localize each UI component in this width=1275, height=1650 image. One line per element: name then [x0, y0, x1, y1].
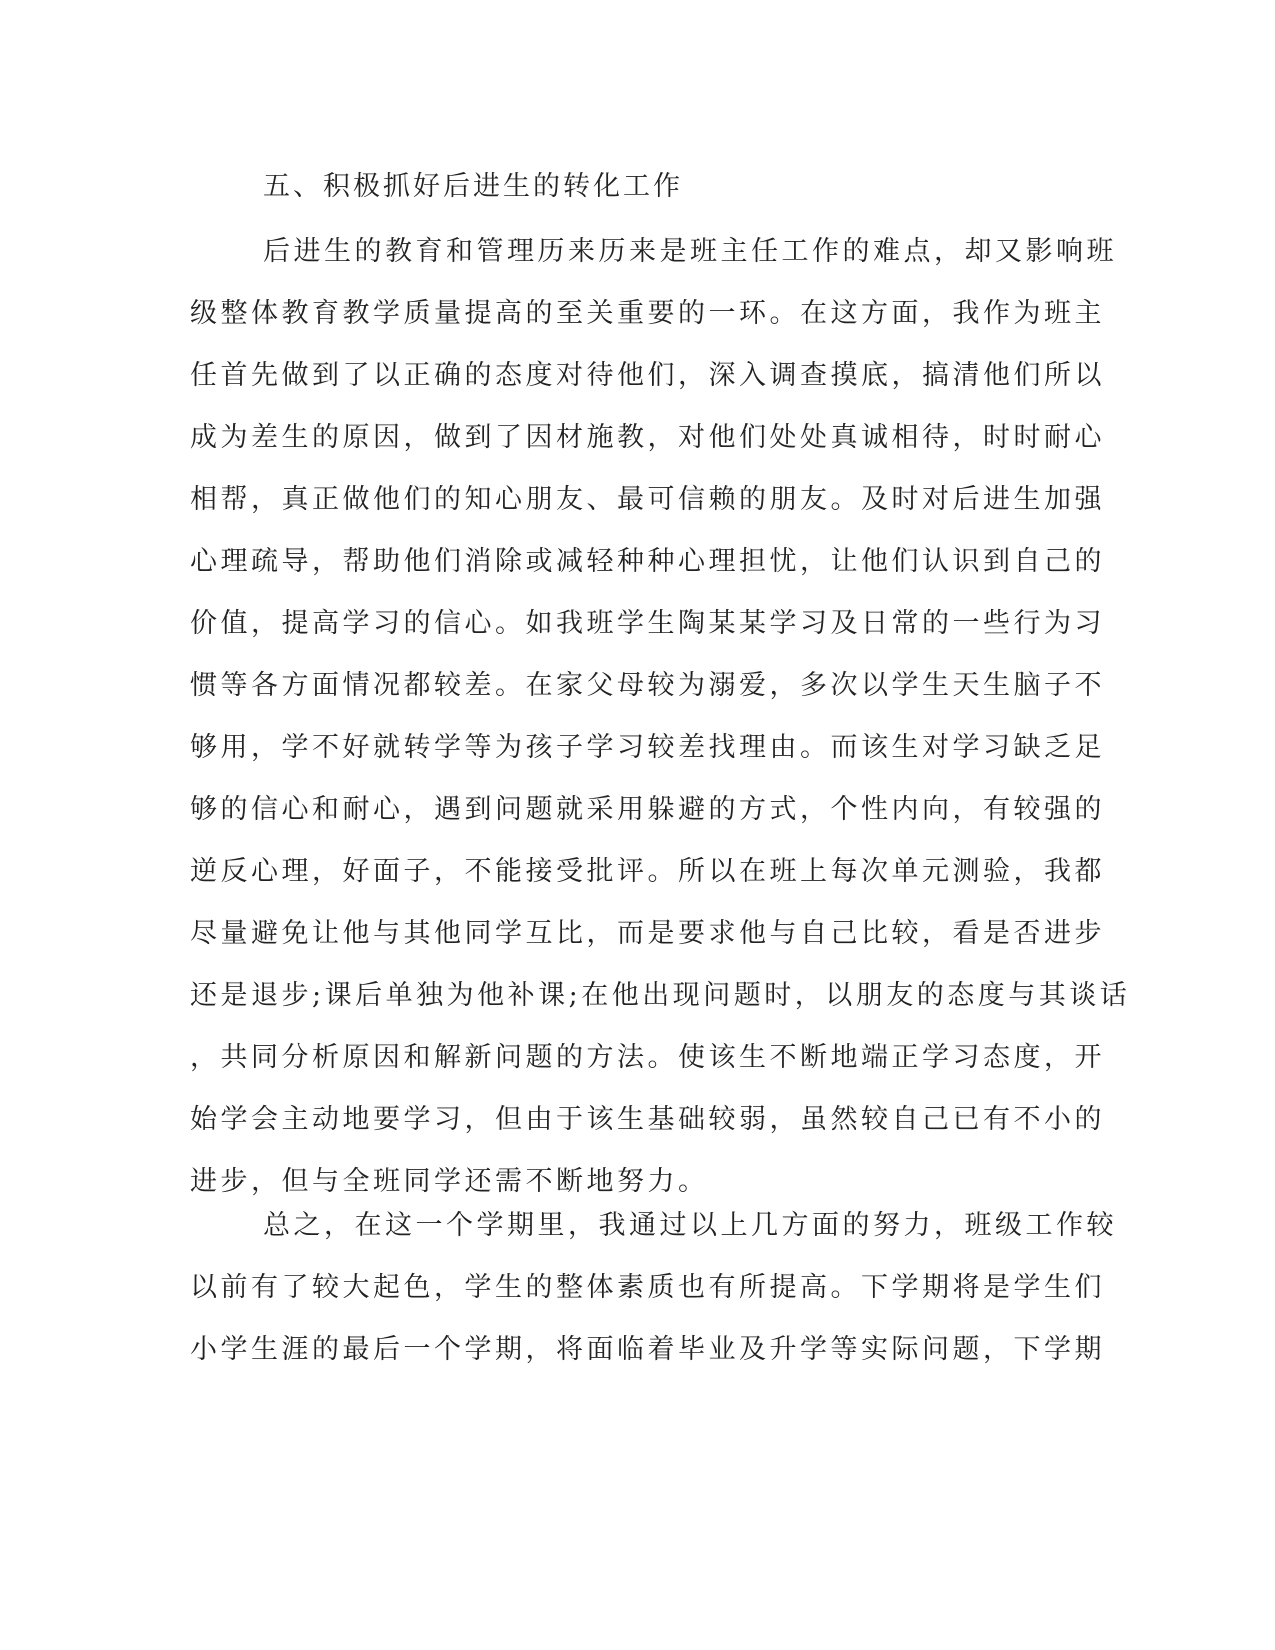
paragraph-line: ，共同分析原因和解新问题的方法。使该生不断地端正学习态度，开: [190, 1042, 1105, 1073]
paragraph-line: 惯等各方面情况都较差。在家父母较为溺爱，多次以学生天生脑子不: [190, 670, 1105, 701]
paragraph-line: 尽量避免让他与其他同学互比，而是要求他与自己比较，看是否进步: [190, 918, 1105, 949]
paragraph-line: 心理疏导，帮助他们消除或减轻种种心理担忧，让他们认识到自己的: [190, 546, 1105, 577]
paragraph-line: 任首先做到了以正确的态度对待他们，深入调查摸底，搞清他们所以: [190, 360, 1105, 391]
paragraph-line: 够用，学不好就转学等为孩子学习较差找理由。而该生对学习缺乏足: [190, 732, 1105, 763]
section-heading: 五、积极抓好后进生的转化工作: [263, 171, 683, 202]
paragraph-line: 始学会主动地要学习，但由于该生基础较弱，虽然较自己已有不小的: [190, 1104, 1105, 1135]
paragraph-line: 进步，但与全班同学还需不断地努力。: [190, 1166, 709, 1197]
paragraph-1: [190, 221, 1131, 1213]
paragraph-2: [190, 1195, 1117, 1381]
paragraph-line: 总之，在这一个学期里，我通过以上几方面的努力，班级工作较: [263, 1210, 1117, 1241]
paragraph-line: 价值，提高学习的信心。如我班学生陶某某学习及日常的一些行为习: [190, 608, 1105, 639]
paragraph-line: 级整体教育教学质量提高的至关重要的一环。在这方面，我作为班主: [190, 298, 1105, 329]
paragraph-line: 还是退步;课后单独为他补课;在他出现问题时，以朋友的态度与其谈话: [190, 980, 1131, 1011]
paragraph-line: 以前有了较大起色，学生的整体素质也有所提高。下学期将是学生们: [190, 1272, 1105, 1303]
paragraph-line: 成为差生的原因，做到了因材施教，对他们处处真诚相待，时时耐心: [190, 422, 1105, 453]
paragraph-line: 逆反心理，好面子，不能接受批评。所以在班上每次单元测验，我都: [190, 856, 1105, 887]
paragraph-line: 相帮，真正做他们的知心朋友、最可信赖的朋友。及时对后进生加强: [190, 484, 1105, 515]
paragraph-line: 小学生涯的最后一个学期，将面临着毕业及升学等实际问题，下学期: [190, 1334, 1105, 1365]
paragraph-line: 后进生的教育和管理历来历来是班主任工作的难点，却又影响班: [263, 236, 1117, 267]
paragraph-line: 够的信心和耐心，遇到问题就采用躲避的方式，个性内向，有较强的: [190, 794, 1105, 825]
